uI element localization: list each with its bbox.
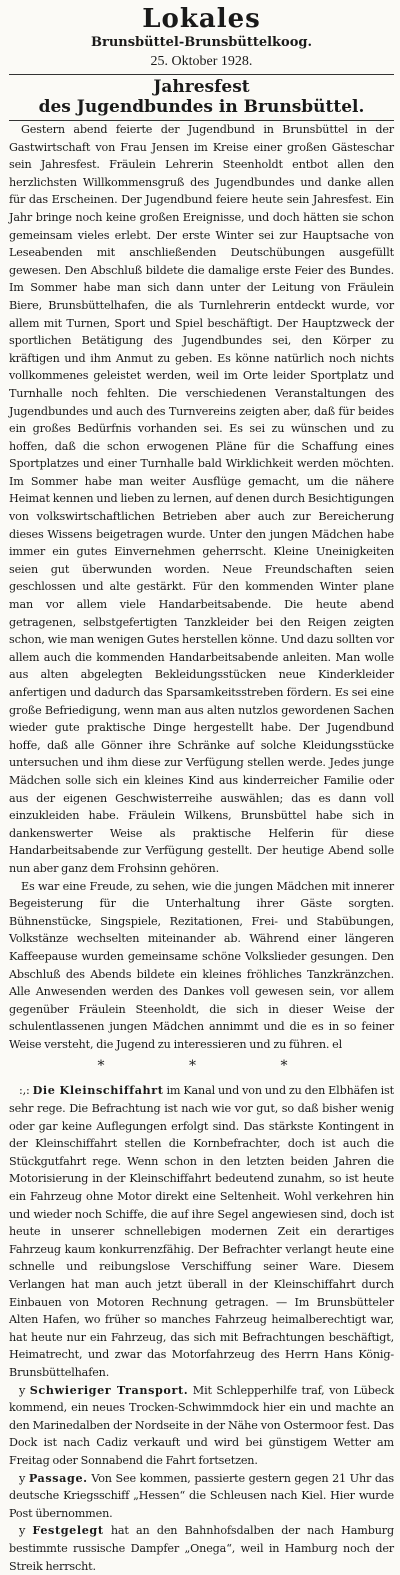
news-item [9, 1082, 394, 1381]
news-item-text: im Kanal und von und zu den Elbhäfen ist sehr rege. Die Befrachtung ist nach wie vor gut, so daß bisher wenig oder gar keine Auflegungen erfolgt sind. Das stärkste Kontingent in der Kleinschiffahrt stellen die Kornbefrachter, doch ist auch die Stückgutfahrt rege. Wenn schon in den letzten beiden Jahren die Motorisierung in der Kleinschiffahrt bedeutend zunahm, so ist heute ein Fahrzeug ohne Motor direkt eine Seltenheit. Wohl verkehren hin und wieder noch Schiffe, die auf ihre Segel angewiesen sind, doch ist heute in unserer schnellebigen modernen Zeit ein derartiges Fahrzeug kaum konkurrenzfähig. Der Befrachter verlangt heute eine schnelle und reibungslose Verschiffung seiner Ware. Diesem Verlangen hat man auch jetzt überall in der Kleinschiffahrt durch Einbauen von Motoren Rechnung getragen. — Im Brunsbütteler Alten Hafen, wo früher so manches Fahrzeug heimalberechtigt war, hat heute nur ein Fahrzeug, das sich mit Befrachtungen beschäftigt, Heimatrecht, und zwar das Motorfahrzeug des Herrn Hans König-Brunsbüttelhafen. [9, 1084, 394, 1379]
article-paragraph: Gestern abend feierte der Jugendbund in Brunsbüttel in der Gastwirtschaft von Frau Jensen im Kreise einer großen Gästeschar sein Jahresfest. Fräulein Lehrerin Steenholdt entbot allen den herzlichsten Willkommensgruß des Jugendbundes und danke allen für das Erscheinen. Der Jugendbund feiere heute sein Jahresfest. Ein Jahr bringe noch keine großen Ereignisse, und doch hätten sie schon gemeinsam vieles erlebt. Der erste Winter sei zur Hauptsache von Leseabenden mit anschließenden Deutschübungen ausgefüllt gewesen. Den Abschluß bildete die damalige erste Feier des Bundes. Im Sommer habe man sich dann unter der Leitung von Fräulein Biere, Brunsbüttelhafen, die als Turnlehrerin entdeckt wurde, vor allem mit Turnen, Sport und Spiel beschäftigt. Der Hauptzweck der sportlichen Betätigung des Jugendbundes sei, den Körper zu kräftigen und ihm Anmut zu geben. Es könne natürlich noch nichts vollkommenes geleistet werden, weil im Orte leider Sportplatz und Turnhalle noch fehlten. Die verschiedenen Veranstaltungen des Jugendbundes und auch des Turnvereins zeigten aber, daß für beides ein großes Bedürfnis vorhanden sei. Es sei zu wünschen und zu hoffen, daß die schon erwogenen Pläne für die Schaffung eines Sportplatzes und einer Turnhalle bald Wirklichkeit werden möchten. Im Sommer habe man weiter Ausflüge gemacht, um die nähere Heimat kennen und lieben zu lernen, auf denen durch Besichtigungen von volkswirtschaftlichen Betrieben aber auch zur Bereicherung dieses Wissens beigetragen wurde. Unter den jungen Mädchen habe immer ein gutes Einvernehmen geherrscht. Kleine Uneinigkeiten seien gut überwunden worden. Neue Freundschaften seien geschlossen und alte gestärkt. Für den kommenden Winter plane man vor allem viele Handarbeitsabende. Die heute abend getragenen, selbstgefertigten Tanzkleider bei den Reigen zeigten schon, wie man wenigen Gutes herstellen könne. Und dazu sollten vor allem auch die kommenden Handarbeitsabende anleiten. Man wolle aus alten abgelegten Bekleidungsstücken neue Kinderkleider anfertigen und dadurch das Sparsamkeitsstreben fördern. Es sei eine große Befriedigung, wenn man aus alten nutzlos gewordenen Sachen wieder gute praktische Dinge hergestellt habe. Der Jugendbund hoffe, daß alle Gönner ihre Schränke auf solche Kleidungsstücke untersuchen und ihm diese zur Verfügung stellen werde. Jedes junge Mädchen solle sich ein kleines Kind aus kinderreicher Familie oder aus der eigenen Geschwisterreihe auswählen; das es dann voll einzukleiden habe. Fräulein Wilkens, Brunsbüttel habe sich in dankenswerter Weise als praktische Helferin für diese Handarbeitsabende zur Verfügung gestellt. Der heutige Abend solle nun aber ganz dem Frohsinn gehören. [9, 123, 394, 875]
article-body [9, 121, 394, 1053]
news-item-lead: Passage. [28, 1470, 88, 1485]
news-item-marker: y [19, 1524, 33, 1538]
news-item-text: Von See kommen, passierte gestern gegen 21 Uhr das deutsche Kriegsschiff „Hessen“ die Schleusen nach Kiel. Hier wurde Post übernommen. [9, 1471, 394, 1520]
divider [9, 74, 394, 75]
masthead [9, 4, 394, 70]
news-item-text: hat an den Bahnhofsdalben der nach Hamburg bestimmte russische Dampfer „Onega“, weil in Hamburg noch der Streik herrscht. [9, 1524, 394, 1573]
article-headline [9, 77, 394, 117]
headline-line-2: des Jugendbundes in Brunsbüttel. [38, 97, 365, 117]
news-item [9, 1382, 394, 1470]
article-paragraph: Es war eine Freude, zu sehen, wie die jungen Mädchen mit innerer Begeisterung für die Unterhaltung ihrer Gäste sorgten. Bühnenstücke, Singspiele, Rezitationen, Frei- und Stabübungen, Volkstänze wechselten miteinander ab. Während einer längeren Kaffeepause wurden gemeinsame schöne Volkslieder gesungen. Den Abschluß des Abends bildete ein kleines fröhliches Tanzkränzchen. Alle Anwesenden werden des Dankes voll gewesen sein, vor allem gegenüber Fräulein Steenholdt, die sich in dieser Weise der schulentlassenen jungen Mädchen annimmt und die es in so feiner Weise versteht, die Jugend zu interessieren und zu führen. el [9, 879, 394, 1051]
news-item-marker: :,: [19, 1084, 33, 1098]
issue-date: 25. Oktober 1928. [150, 54, 253, 69]
news-item-lead: Die Kleinschiffahrt [32, 1083, 164, 1098]
news-item [9, 1470, 394, 1523]
headline-line-1: Jahresfest [153, 77, 250, 97]
news-item-text: Mit Schlepperhilfe traf, von Lübeck kommend, ein neues Trocken-Schwimmdock hier ein und machte an den Marinedalben der Nordseite in der Nähe von Ostermoor fest. Das Dock ist nach Cadiz verkauft und wird bei günstigem Wetter am Freitag oder Sonnabend die Fahrt fortsetzen. [9, 1383, 394, 1467]
news-item-marker: y [19, 1471, 29, 1485]
section-separator: * * * [97, 1058, 328, 1075]
news-item-lead: Schwieriger Transport. [29, 1382, 189, 1397]
section-subtitle: Brunsbüttel-Brunsbüttelkoog. [91, 35, 312, 50]
news-item [9, 1522, 394, 1575]
news-briefs [9, 1082, 394, 1575]
news-item-marker: y [19, 1383, 30, 1397]
section-title: Lokales [142, 4, 261, 34]
news-item-lead: Festgelegt [32, 1523, 104, 1538]
